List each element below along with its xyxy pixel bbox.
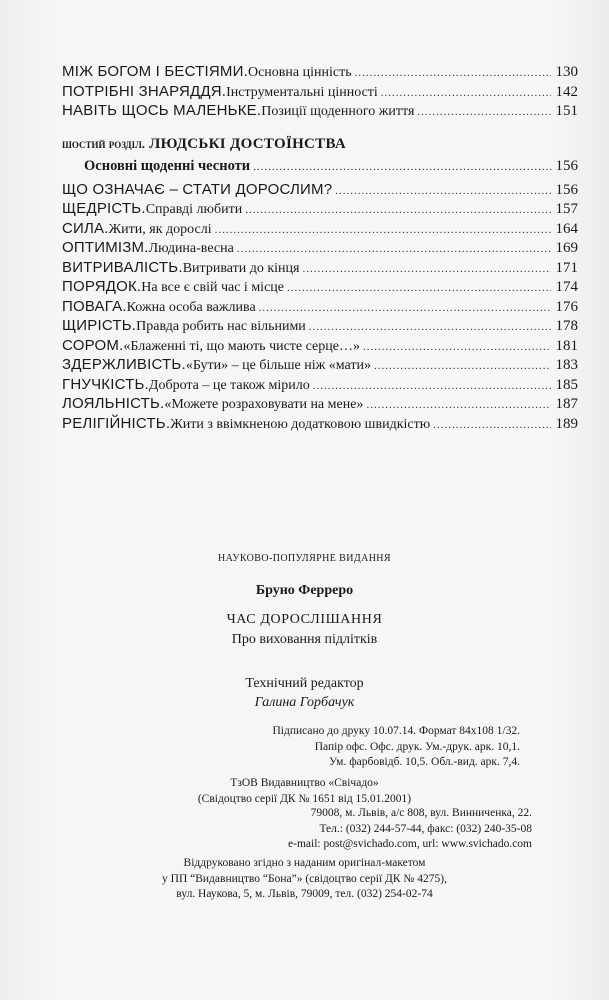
toc-entry — [62, 199, 578, 219]
leader-dots — [253, 156, 552, 178]
printer-line: вул. Наукова, 5, м. Львів, 79009, тел. (032) 254-02-74 — [176, 888, 433, 900]
leader-dots — [215, 221, 551, 241]
section-page-number: 156 — [555, 157, 578, 174]
printer-line: Віддруковано згідно з наданим оригінал-макетом — [183, 857, 426, 869]
toc-entry-title: ЗДЕРЖЛИВІСТЬ. — [62, 356, 186, 373]
toc-entry-subtitle: Жити, як дорослі — [108, 221, 212, 237]
author-name: Бруно Ферреро — [255, 583, 354, 598]
toc-entry-subtitle: Кожна особа важлива — [126, 299, 256, 315]
toc-page-number: 183 — [555, 357, 578, 373]
contact-line: Тел.: (032) 244-57-44, факс: (032) 240-35-08 — [319, 822, 532, 835]
toc-entry-title: ЩИРІСТЬ. — [62, 317, 137, 334]
toc-entry — [62, 297, 578, 317]
leader-dots — [335, 182, 551, 202]
toc-page-number: 187 — [555, 396, 578, 412]
toc-entry-title: ПОВАГА. — [62, 297, 127, 315]
leader-dots — [355, 64, 551, 84]
toc-entry-subtitle: Людина-весна — [148, 241, 234, 256]
toc-entry-title: ПОРЯДОК. — [62, 278, 142, 295]
publisher-contacts — [112, 806, 532, 853]
toc-entry-subtitle: Інструментальні цінності — [226, 84, 378, 100]
printer-info — [0, 856, 609, 903]
toc-page-number: 169 — [555, 240, 578, 256]
leader-dots — [381, 84, 551, 104]
leader-dots — [366, 396, 551, 416]
toc-entry — [62, 82, 578, 102]
toc-page-number: 176 — [555, 298, 578, 315]
toc-page-number: 189 — [555, 415, 578, 432]
book-subtitle: Про виховання підлітків — [231, 632, 378, 647]
toc-entry — [62, 375, 578, 395]
toc-page-number: 171 — [555, 259, 578, 276]
toc-entry — [62, 277, 578, 297]
spec-line: Папір офс. Офс. друк. Ум.-друк. арк. 10,1. — [314, 740, 520, 753]
section-heading — [62, 155, 578, 177]
leader-dots — [363, 338, 551, 358]
chapter-label: шостий розділ. — [62, 135, 146, 151]
toc-page-number: 164 — [555, 220, 578, 237]
toc-page-number: 178 — [555, 318, 578, 334]
leader-dots — [237, 240, 551, 260]
toc-entry-subtitle: Доброта – це також мірило — [148, 377, 310, 393]
table-of-contents — [62, 62, 578, 433]
toc-entry-title: ПОТРІБНІ ЗНАРЯДДЯ. — [62, 82, 227, 100]
toc-entry-title: ВИТРИВАЛІСТЬ. — [62, 258, 183, 276]
toc-entry-subtitle: На все є свій час і місце — [141, 280, 284, 295]
toc-top-entries — [62, 62, 578, 121]
leader-dots — [433, 416, 551, 436]
printer-line: у ПП “Видавництво “Бона”» (свідоцтво серії ДК № 4275), — [162, 872, 447, 885]
chapter-title: ЛЮДСЬКІ ДОСТОЇНСТВА — [145, 135, 346, 152]
toc-entry-subtitle: «Бути» – це більше ніж «мати» — [185, 358, 371, 373]
toc-entry-subtitle: Жити з ввімкненою додатковою швидкістю — [170, 416, 431, 432]
leader-dots — [313, 377, 551, 397]
toc-entry-title: ОПТИМІЗМ. — [62, 239, 149, 256]
toc-entry-title: СИЛА. — [62, 219, 109, 237]
toc-entry — [62, 62, 578, 82]
toc-page-number: 174 — [555, 279, 578, 295]
toc-entry — [62, 355, 578, 375]
section-label: Основні щоденні чесноти — [84, 157, 251, 174]
toc-page-number: 157 — [555, 201, 578, 217]
spec-line: Ум. фарбовідб. 10,5. Обл.-вид. арк. 7,4. — [329, 756, 520, 768]
toc-entry-title: ЩЕДРІСТЬ. — [62, 200, 146, 217]
toc-entry-subtitle: Позиції щоденного життя — [261, 104, 415, 119]
toc-page-number: 130 — [555, 64, 578, 80]
toc-entry-title: ЩО ОЗНАЧАЄ – СТАТИ ДОРОСЛИМ? — [62, 180, 333, 198]
toc-entry — [62, 316, 578, 336]
toc-page-number: 181 — [555, 337, 578, 354]
toc-page-number: 151 — [555, 103, 578, 119]
toc-entry-title: СОРОМ. — [62, 336, 124, 354]
toc-entry-subtitle: Витривати до кінця — [182, 260, 300, 276]
editor-name: Галина Горбачук — [254, 695, 355, 710]
toc-entry-title: МІЖ БОГОМ І БЕСТІЯМИ. — [62, 63, 248, 80]
publisher-line: (Свідоцтво серії ДК № 1651 від 15.01.2001) — [197, 792, 412, 805]
toc-entry — [62, 258, 578, 278]
toc-entry — [62, 238, 578, 258]
toc-page-number: 142 — [555, 83, 578, 100]
publisher-line: ТзОВ Видавництво «Свічадо» — [230, 777, 379, 789]
toc-entry-subtitle: Основна цінність — [247, 65, 352, 80]
toc-entry-subtitle: Справді любити — [145, 202, 243, 217]
toc-entry-title: ГНУЧКІСТЬ. — [62, 375, 149, 393]
leader-dots — [417, 103, 551, 123]
toc-entry — [62, 394, 578, 414]
toc-entry-subtitle: Правда робить нас вільними — [136, 319, 306, 334]
leader-dots — [302, 260, 551, 280]
book-title: ЧАС ДОРОСЛІШАННЯ — [226, 612, 383, 627]
leader-dots — [374, 357, 551, 377]
toc-entry — [62, 101, 578, 121]
contact-line: e-mail: post@svichado.com, url: www.svichado.com — [288, 838, 532, 850]
spec-line: Підписано до друку 10.07.14. Формат 84х108 1/32. — [272, 725, 520, 737]
chapter-heading — [62, 133, 578, 155]
leader-dots — [309, 318, 551, 338]
toc-entry-title: ЛОЯЛЬНІСТЬ. — [62, 395, 165, 412]
toc-entry — [62, 336, 578, 356]
leader-dots — [245, 201, 551, 221]
toc-entry-subtitle: «Можете розраховувати на мене» — [164, 397, 364, 412]
toc-entry — [62, 180, 578, 200]
print-specs — [120, 724, 520, 771]
toc-entry-title: РЕЛІГІЙНІСТЬ. — [62, 414, 171, 432]
toc-entry — [62, 219, 578, 239]
toc-page-number: 156 — [555, 181, 578, 198]
contact-line: 79008, м. Львів, а/с 808, вул. Винниченка, 22. — [310, 807, 532, 819]
genre-label: НАУКОВО-ПОПУЛЯРНЕ ВИДАННЯ — [217, 553, 392, 564]
leader-dots — [259, 299, 551, 319]
toc-entry-title: НАВІТЬ ЩОСЬ МАЛЕНЬКЕ. — [62, 102, 262, 119]
toc-entries — [62, 180, 578, 434]
toc-page-number: 185 — [555, 376, 578, 393]
leader-dots — [287, 279, 551, 299]
publisher-info — [0, 776, 609, 807]
editor-label: Технічний редактор — [245, 676, 364, 691]
toc-entry — [62, 414, 578, 434]
toc-entry-subtitle: «Блаженні ті, що мають чисте серце…» — [123, 338, 360, 354]
